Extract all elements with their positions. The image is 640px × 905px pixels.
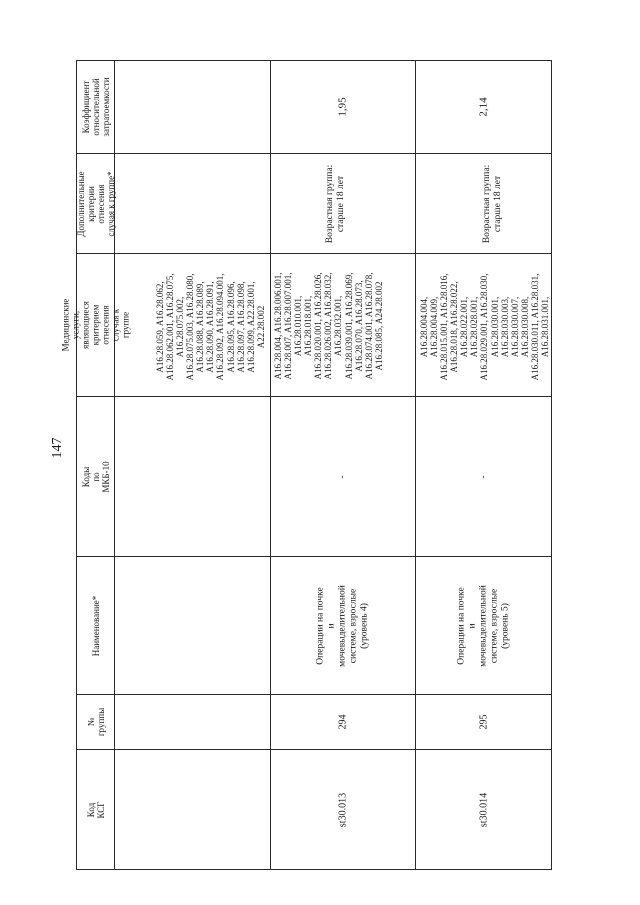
- page-number: 147: [50, 437, 65, 459]
- continuation-code-cell: [115, 750, 271, 870]
- header-mkb: Коды по МКБ-10: [77, 397, 115, 557]
- row-294-criteria: Возрастная группа: старше 18 лет: [271, 154, 416, 254]
- header-group-no: № группы: [77, 695, 115, 750]
- row-294-name: Операции на почке и мочевыделительной системе, взрослые (уровень 4): [271, 557, 416, 695]
- header-criteria: Дополнительные критерии отнесения случая к группе*: [77, 154, 115, 254]
- row-295-group: 295: [416, 695, 552, 750]
- row-294-services: A16.28.004, A16.28.006.001, A16.28.007, A16.28.007.001, A16.28.010.001, A16.28.018.001, A16.28.020.001, A16.28.026, A16.28.026.002, A16.28.032, A16.28.032.001, A16.28.039.001, A16.28.069, A16.28.070, A16.28.073, A16.28.074.001, A16.28.078, A16.28.085, A24.28.002: [271, 254, 416, 397]
- row-295-coefficient: 2,14: [416, 61, 552, 154]
- continuation-criteria-cell: [115, 154, 271, 254]
- row-294-code: st30.013: [271, 750, 416, 870]
- continuation-name-cell: [115, 557, 271, 695]
- header-services: Медицинские услуги, являющиеся критерием отнесения случая к группе: [77, 254, 115, 397]
- row-295-code: st30.014: [416, 750, 552, 870]
- row-294-group: 294: [271, 695, 416, 750]
- row-295-name: Операции на почке и мочевыделительной системе, взрослые (уровень 5): [416, 557, 552, 695]
- header-code: Код КСГ: [77, 750, 115, 870]
- continuation-services-cell: A16.28.059, A16.28.062, A16.28.062.001, A16.28.075, A16.28.075.002, A16.28.075.003, A16.28.080, A16.28.088, A16.28.089, A16.28.090, A16.28.091, A16.28.092, A16.28.094.001, A16.28.095, A16.28.096, A16.28.097, A16.28.098, A16.28.099, A22.28.001, A22.28.002: [115, 254, 271, 397]
- row-294-coefficient: 1,95: [271, 61, 416, 154]
- row-294-mkb: -: [271, 397, 416, 557]
- continuation-coefficient-cell: [115, 61, 271, 154]
- continuation-mkb-cell: [115, 397, 271, 557]
- ksg-table: [60, 60, 552, 870]
- header-coefficient: Коэффициент относительной затратоемкости: [77, 61, 115, 154]
- row-295-mkb: -: [416, 397, 552, 557]
- row-295-criteria: Возрастная группа: старше 18 лет: [416, 154, 552, 254]
- header-name: Наименование*: [77, 557, 115, 695]
- row-295-services: A16.28.004.004, A16.28.004.009, A16.28.015.001, A16.28.016, A16.28.018, A16.28.022, A16.28.022.001, A16.28.028.001, A16.28.029.001, A16.28.030, A16.28.030.001, A16.28.030.003, A16.28.030.007, A16.28.030.008, A16.28.030.011, A16.28.031, A16.28.031.001,: [416, 254, 552, 397]
- continuation-group-cell: [115, 695, 271, 750]
